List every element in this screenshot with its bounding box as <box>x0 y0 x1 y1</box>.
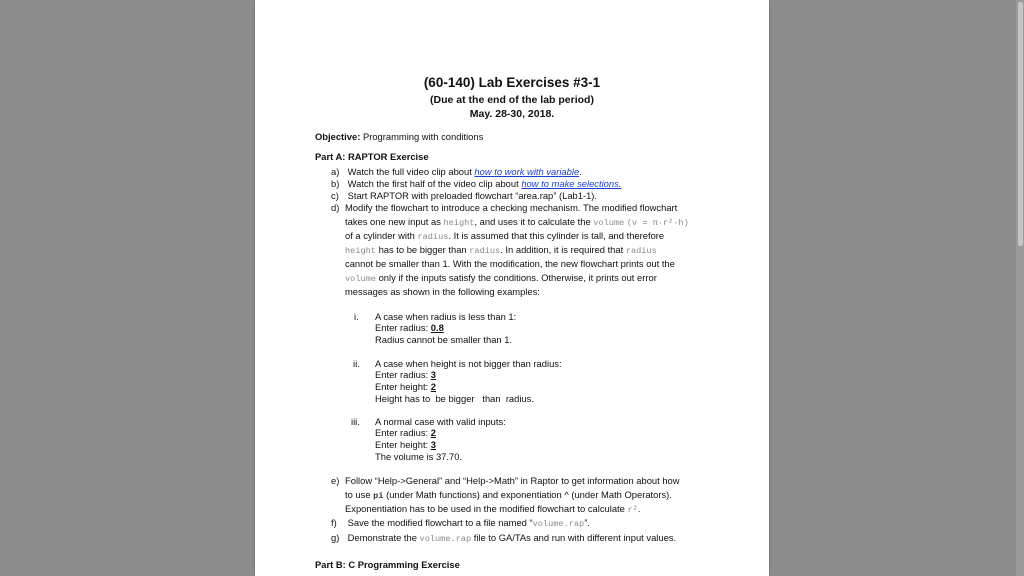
part-a-heading: Part A: RAPTOR Exercise <box>315 151 429 162</box>
item-a-label: a) <box>331 166 340 177</box>
item-e-line3 <box>345 502 640 517</box>
e-line2-post: (under Math functions) and exponentiation ^ (under Math Operators). <box>386 489 672 500</box>
example-i-input: 0.8 <box>430 322 444 333</box>
item-d-line1: Modify the flowchart to introduce a checking mechanism. The modified flowchart <box>345 202 678 213</box>
item-d-line7: messages as shown in the following examples: <box>345 286 540 297</box>
lab-date: May. 28-30, 2018. <box>469 108 555 120</box>
item-e-line2 <box>345 488 672 503</box>
vertical-scrollbar[interactable] <box>1016 0 1024 576</box>
example-i-line2: Radius cannot be smaller than 1. <box>375 334 513 345</box>
d-line2-pre: takes one new input as <box>345 216 441 227</box>
code-r-squared: r² <box>627 505 638 515</box>
item-d-label: d) <box>331 202 340 213</box>
volume-formula: (v = π·r²·h) <box>626 218 689 228</box>
selections-video-link[interactable]: how to make selections. <box>521 178 622 189</box>
d-line3-pre: of a cylinder with <box>345 230 415 241</box>
scrollbar-thumb[interactable] <box>1018 2 1023 246</box>
d-line4-mid: has to be bigger than <box>378 244 467 255</box>
item-e-line1: Follow “Help->General” and “Help->Math” in Raptor to get information about how <box>345 475 680 486</box>
example-iii-input2: 3 <box>430 439 436 450</box>
example-i-num: i. <box>354 311 359 322</box>
example-iii-line3: The volume is 37.70. <box>375 451 463 462</box>
item-d-line5: cannot be smaller than 1. With the modification, the new flowchart prints out the <box>345 258 675 269</box>
item-a-text: Watch the full video clip about <box>347 166 472 177</box>
example-iii-prompt1: Enter radius: <box>375 427 429 438</box>
item-a-post: . <box>579 166 582 177</box>
part-b-heading: Part B: C Programming Exercise <box>315 559 460 570</box>
example-iii-num: iii. <box>351 416 360 427</box>
f-pre: Save the modified flowchart to a file named “ <box>347 517 533 528</box>
item-f-label: f) <box>331 517 337 528</box>
example-iii-prompt2: Enter height: <box>375 439 429 450</box>
item-g <box>331 531 676 546</box>
item-e-label: e) <box>331 475 340 486</box>
item-c-text: Start RAPTOR with preloaded flowchart “area.rap” (Lab1-1). <box>347 190 598 201</box>
code-volume-rap-2: volume.rap <box>419 534 472 544</box>
example-i-prompt: Enter radius: <box>375 322 429 333</box>
e-line3-pre: Exponentiation has to be used in the modified flowchart to calculate <box>345 503 625 514</box>
example-ii-line3: Height has to be bigger than radius. <box>375 393 534 404</box>
example-ii-input1: 3 <box>430 369 436 380</box>
e-line2-pre: to use <box>345 489 371 500</box>
item-d-line2 <box>345 215 689 230</box>
example-ii-desc: A case when height is not bigger than radius: <box>375 358 562 369</box>
objective-line <box>315 130 483 144</box>
example-iii-desc: A normal case with valid inputs: <box>375 416 506 427</box>
code-volume: volume <box>593 218 625 228</box>
d-line6-post: only if the inputs satisfy the conditions. Otherwise, it prints out error <box>378 272 657 283</box>
g-pre: Demonstrate the <box>347 532 417 543</box>
example-ii-prompt2: Enter height: <box>375 381 429 392</box>
item-d-line6 <box>345 271 657 286</box>
code-volume-rap: volume.rap <box>532 519 585 529</box>
item-f <box>331 516 590 531</box>
code-radius-3: radius <box>625 246 657 256</box>
objective-text: Programming with conditions <box>362 131 484 142</box>
d-line3-post: . It is assumed that this cylinder is tall, and therefore <box>448 230 665 241</box>
g-post: file to GA/TAs and run with different input values. <box>473 532 677 543</box>
item-e-label-wrap <box>331 474 345 488</box>
e-line3-post: . <box>637 503 641 514</box>
code-pi: pi <box>373 491 384 501</box>
code-height-2: height <box>345 246 376 256</box>
item-d-line4 <box>345 243 657 258</box>
code-radius: radius <box>417 232 449 242</box>
item-b-label: b) <box>331 178 340 189</box>
example-ii-prompt1: Enter radius: <box>375 369 429 380</box>
f-post: ”. <box>584 517 590 528</box>
d-line2-mid: , and uses it to calculate the <box>474 216 591 227</box>
example-ii-input2: 2 <box>430 381 436 392</box>
example-i-desc: A case when radius is less than 1: <box>375 311 517 322</box>
item-d-line3 <box>345 229 664 244</box>
variable-video-link[interactable]: how to work with variable <box>474 166 580 177</box>
item-b-text: Watch the first half of the video clip about <box>347 178 519 189</box>
document-page <box>255 0 769 576</box>
page-title: (60-140) Lab Exercises #3-1 <box>423 75 601 90</box>
code-radius-2: radius <box>469 246 501 256</box>
example-ii-num: ii. <box>353 358 360 369</box>
item-d-label-wrap <box>331 201 345 215</box>
example-iii-input1: 2 <box>430 427 436 438</box>
item-g-label: g) <box>331 532 340 543</box>
d-line4-post: . In addition, it is required that <box>500 244 624 255</box>
code-volume-2: volume <box>345 274 376 284</box>
code-height: height <box>443 218 475 228</box>
objective-label: Objective: <box>315 131 361 142</box>
due-note: (Due at the end of the lab period) <box>430 94 594 106</box>
item-c-label: c) <box>331 190 339 201</box>
